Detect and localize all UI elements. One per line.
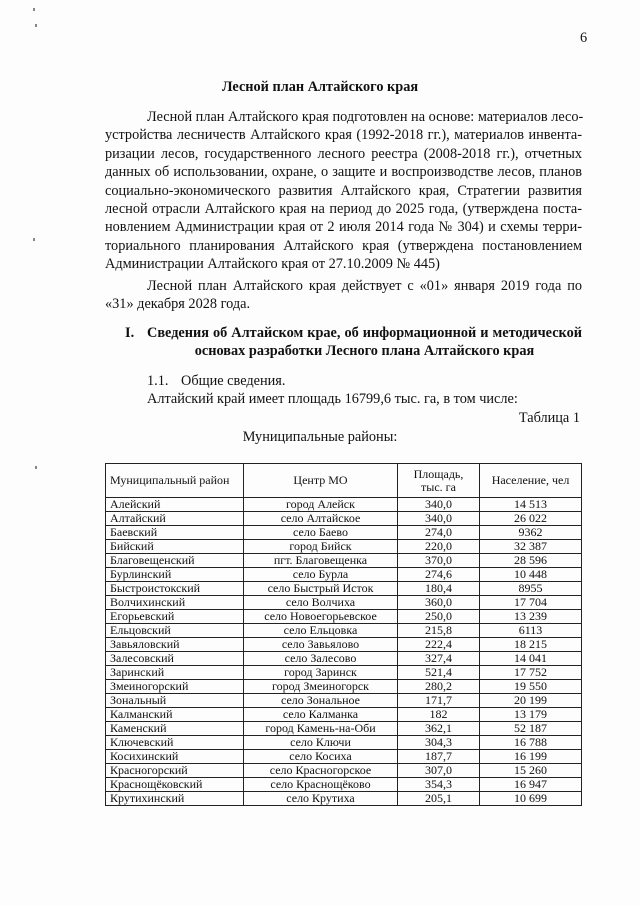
- center-cell: село Завьялово: [244, 638, 398, 652]
- table-label: Таблица 1: [518, 410, 580, 426]
- paragraph-line: социально-экономического развития Алтайского края, Стратегии развития: [105, 182, 582, 199]
- district-cell: Бурлинский: [106, 568, 244, 582]
- column-header: Центр МО: [244, 464, 398, 498]
- column-header: Муниципальный район: [106, 464, 244, 498]
- population-cell: 15 260: [480, 764, 582, 778]
- center-cell: село Залесово: [244, 652, 398, 666]
- district-cell: Змеиногорский: [106, 680, 244, 694]
- district-cell: Зональный: [106, 694, 244, 708]
- area-cell: 521,4: [398, 666, 480, 680]
- table-row: [106, 554, 582, 568]
- district-cell: Быстроистокский: [106, 582, 244, 596]
- area-cell: 250,0: [398, 610, 480, 624]
- district-cell: Калманский: [106, 708, 244, 722]
- paragraph-line: новлением Администрации края от 2 июля 2014 года № 304) и схемы терри-: [105, 219, 582, 236]
- paragraph-line: «31» декабря 2028 года.: [105, 296, 251, 313]
- area-cell: 327,4: [398, 652, 480, 666]
- subsection-number: 1.1.: [147, 373, 169, 389]
- population-cell: 10 699: [480, 792, 582, 806]
- population-cell: 10 448: [480, 568, 582, 582]
- paragraph-line: ториального планирования Алтайского края (утверждена постановлением: [105, 237, 582, 254]
- population-cell: 6113: [480, 624, 582, 638]
- center-cell: село Новоегорьевское: [244, 610, 398, 624]
- table-row: [106, 708, 582, 722]
- table-header-row: [106, 464, 582, 498]
- center-cell: село Быстрый Исток: [244, 582, 398, 596]
- population-cell: 16 199: [480, 750, 582, 764]
- area-cell: 360,0: [398, 596, 480, 610]
- paragraph-line: Лесной план Алтайского края подготовлен на основе: материалов лесо-: [147, 109, 584, 125]
- district-cell: Баевский: [106, 526, 244, 540]
- center-cell: город Алейск: [244, 498, 398, 512]
- center-cell: село Косиха: [244, 750, 398, 764]
- table-row: [106, 568, 582, 582]
- center-cell: село Ельцовка: [244, 624, 398, 638]
- table-row: [106, 596, 582, 610]
- document-title: Лесной план Алтайского края: [221, 79, 419, 95]
- table-row: [106, 680, 582, 694]
- table-row: [106, 498, 582, 512]
- paragraph-line: данных об использовании, охране, о защите и воспроизводстве лесов, планов: [105, 164, 582, 181]
- population-cell: 32 387: [480, 540, 582, 554]
- center-cell: город Змеиногорск: [244, 680, 398, 694]
- district-cell: Каменский: [106, 722, 244, 736]
- subsection-title: Общие сведения.: [181, 373, 286, 389]
- area-cell: 274,6: [398, 568, 480, 582]
- population-cell: 19 550: [480, 680, 582, 694]
- paragraph-line: Лесной план Алтайского края действует с «01» января 2019 года по: [147, 278, 582, 294]
- paragraph-line: Администрации Алтайского края от 27.10.2009 № 445): [105, 256, 440, 273]
- district-cell: Косихинский: [106, 750, 244, 764]
- area-cell: 180,4: [398, 582, 480, 596]
- table-row: [106, 652, 582, 666]
- center-cell: село Бурла: [244, 568, 398, 582]
- scan-artifact: [33, 8, 35, 11]
- population-cell: 16 788: [480, 736, 582, 750]
- center-cell: село Ключи: [244, 736, 398, 750]
- paragraph-line: устройства лесничеств Алтайского края (1992-2018 гг.), материалов инвента-: [105, 127, 582, 144]
- table-row: [106, 526, 582, 540]
- center-cell: село Крутиха: [244, 792, 398, 806]
- area-cell: 307,0: [398, 764, 480, 778]
- table-caption: Муниципальные районы:: [242, 429, 398, 445]
- area-cell: 280,2: [398, 680, 480, 694]
- table-row: [106, 638, 582, 652]
- table-row: [106, 666, 582, 680]
- table-row: [106, 722, 582, 736]
- table-row: [106, 792, 582, 806]
- area-cell: 187,7: [398, 750, 480, 764]
- table-row: [106, 764, 582, 778]
- table-row: [106, 778, 582, 792]
- center-cell: город Бийск: [244, 540, 398, 554]
- center-cell: село Красногорское: [244, 764, 398, 778]
- area-cell: 370,0: [398, 554, 480, 568]
- table-row: [106, 750, 582, 764]
- table-row: [106, 540, 582, 554]
- district-cell: Ключевский: [106, 736, 244, 750]
- population-cell: 16 947: [480, 778, 582, 792]
- area-cell: 354,3: [398, 778, 480, 792]
- center-cell: город Заринск: [244, 666, 398, 680]
- area-text: Алтайский край имеет площадь 16799,6 тыс. га, в том числе:: [147, 391, 518, 407]
- table-row: [106, 512, 582, 526]
- population-cell: 14 041: [480, 652, 582, 666]
- area-cell: 205,1: [398, 792, 480, 806]
- population-cell: 20 199: [480, 694, 582, 708]
- district-cell: Красногорский: [106, 764, 244, 778]
- population-cell: 9362: [480, 526, 582, 540]
- district-cell: Благовещенский: [106, 554, 244, 568]
- page-number: 6: [580, 30, 588, 46]
- paragraph-line: ризации лесов, государственного лесного реестра (2008-2018 гг.), отчетных: [105, 145, 582, 162]
- population-cell: 13 239: [480, 610, 582, 624]
- center-cell: село Калманка: [244, 708, 398, 722]
- center-cell: город Камень-на-Оби: [244, 722, 398, 736]
- area-cell: 171,7: [398, 694, 480, 708]
- center-cell: село Краснощёково: [244, 778, 398, 792]
- district-cell: Краснощёковский: [106, 778, 244, 792]
- table-row: [106, 610, 582, 624]
- section-title-line: Сведения об Алтайском крае, об информационной и методической: [147, 325, 582, 341]
- population-cell: 28 596: [480, 554, 582, 568]
- area-cell: 215,8: [398, 624, 480, 638]
- area-cell: 220,0: [398, 540, 480, 554]
- column-header: Площадь, тыс. га: [398, 464, 480, 498]
- table-row: [106, 624, 582, 638]
- center-cell: село Баево: [244, 526, 398, 540]
- table-row: [106, 694, 582, 708]
- population-cell: 17 752: [480, 666, 582, 680]
- district-cell: Алейский: [106, 498, 244, 512]
- district-cell: Егорьевский: [106, 610, 244, 624]
- center-cell: село Волчиха: [244, 596, 398, 610]
- district-cell: Крутихинский: [106, 792, 244, 806]
- district-cell: Алтайский: [106, 512, 244, 526]
- paragraph-line: лесной отрасли Алтайского края на период до 2025 года, (утверждена поста-: [105, 201, 582, 217]
- section-number: I.: [125, 325, 135, 341]
- area-cell: 340,0: [398, 512, 480, 526]
- center-cell: село Алтайское: [244, 512, 398, 526]
- center-cell: село Зональное: [244, 694, 398, 708]
- area-cell: 274,0: [398, 526, 480, 540]
- scan-artifact: [35, 466, 37, 469]
- district-cell: Ельцовский: [106, 624, 244, 638]
- center-cell: пгт. Благовещенка: [244, 554, 398, 568]
- scan-artifact: [35, 24, 37, 27]
- column-header: Население, чел: [480, 464, 582, 498]
- area-cell: 340,0: [398, 498, 480, 512]
- population-cell: 18 215: [480, 638, 582, 652]
- area-cell: 222,4: [398, 638, 480, 652]
- population-cell: 8955: [480, 582, 582, 596]
- population-cell: 52 187: [480, 722, 582, 736]
- table-row: [106, 736, 582, 750]
- scan-artifact: [33, 238, 35, 241]
- district-cell: Заринский: [106, 666, 244, 680]
- area-cell: 182: [398, 708, 480, 722]
- area-cell: 362,1: [398, 722, 480, 736]
- population-cell: 14 513: [480, 498, 582, 512]
- area-cell: 304,3: [398, 736, 480, 750]
- district-cell: Залесовский: [106, 652, 244, 666]
- section-title-line: основах разработки Лесного плана Алтайского края: [194, 343, 535, 359]
- population-cell: 26 022: [480, 512, 582, 526]
- population-cell: 13 179: [480, 708, 582, 722]
- district-cell: Бийский: [106, 540, 244, 554]
- district-cell: Завьяловский: [106, 638, 244, 652]
- municipal-districts-table: [105, 463, 582, 806]
- table-row: [106, 582, 582, 596]
- population-cell: 17 704: [480, 596, 582, 610]
- district-cell: Волчихинский: [106, 596, 244, 610]
